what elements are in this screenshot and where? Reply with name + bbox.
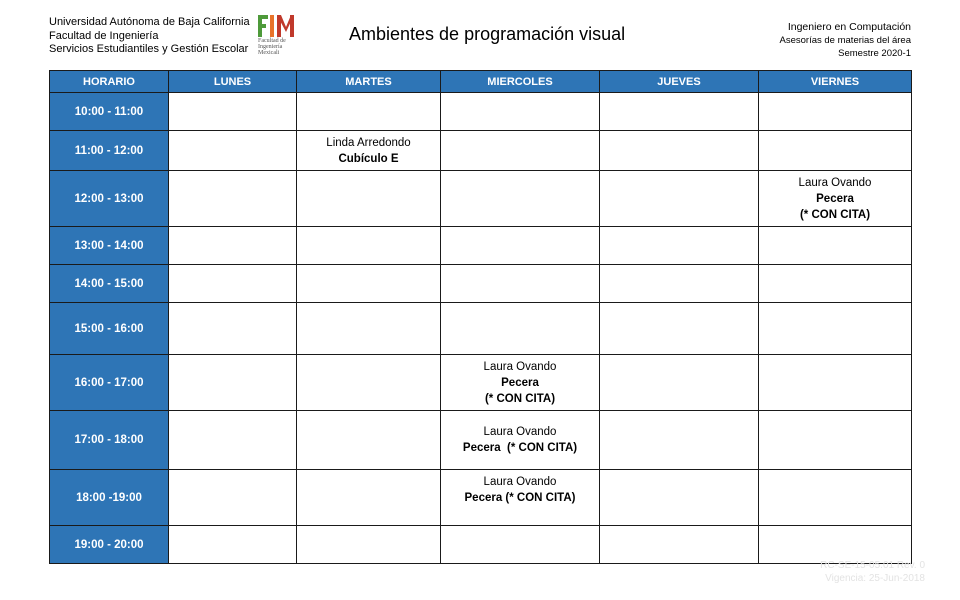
time-cell: 13:00 - 14:00 (50, 227, 169, 265)
schedule-cell (297, 355, 441, 411)
schedule-cell (441, 303, 600, 355)
advisor-location: Pecera (501, 376, 539, 389)
time-cell: 17:00 - 18:00 (50, 411, 169, 470)
schedule-cell (759, 93, 912, 131)
document-watermark (820, 559, 925, 585)
table-row (50, 526, 912, 564)
schedule-cell (297, 411, 441, 470)
schedule-cell (441, 470, 600, 526)
schedule-cell (169, 470, 297, 526)
schedule-cell (297, 526, 441, 564)
schedule-cell (759, 131, 912, 171)
institution-block (49, 16, 250, 57)
schedule-cell (169, 171, 297, 227)
schedule-cell (297, 227, 441, 265)
schedule-cell (441, 227, 600, 265)
schedule-cell (169, 265, 297, 303)
advisor-name: Laura Ovando (483, 476, 557, 488)
schedule-cell (297, 470, 441, 526)
time-cell: 12:00 - 13:00 (50, 171, 169, 227)
logo-caption-line: Facultad de (258, 38, 286, 44)
schedule-cell (759, 303, 912, 355)
appointment-note: (* CON CITA) (799, 208, 871, 221)
schedule-cell (759, 470, 912, 526)
advisor-location: Pecera (816, 192, 854, 205)
schedule-cell (297, 131, 441, 171)
time-cell: 10:00 - 11:00 (50, 93, 169, 131)
schedule-cell (600, 131, 759, 171)
schedule-cell (441, 526, 600, 564)
time-cell: 15:00 - 16:00 (50, 303, 169, 355)
schedule-cell (759, 355, 912, 411)
schedule-cell (600, 303, 759, 355)
schedule-cell (441, 131, 600, 171)
schedule-cell (759, 227, 912, 265)
schedule-cell (759, 171, 912, 227)
time-cell: 14:00 - 15:00 (50, 265, 169, 303)
schedule-cell (169, 355, 297, 411)
logo-caption-line: Ingeniería (258, 44, 283, 50)
schedule-cell (600, 470, 759, 526)
column-header-lunes: LUNES (169, 71, 297, 93)
logo-caption-line: Mexicali (258, 50, 280, 56)
advisor-location: Pecera (* CON CITA) (462, 442, 578, 454)
column-header-viernes: VIERNES (759, 71, 912, 93)
document-code: RC-SE-15-05.01 Rev. 0 (820, 560, 925, 571)
column-header-jueves: JUEVES (600, 71, 759, 93)
table-row (50, 131, 912, 171)
table-row (50, 171, 912, 227)
schedule-cell (600, 171, 759, 227)
table-row (50, 265, 912, 303)
schedule-cell (600, 227, 759, 265)
advisor-name: Laura Ovando (483, 360, 557, 373)
schedule-cell (441, 355, 600, 411)
faculty-name: Facultad de Ingeniería (49, 29, 159, 42)
schedule-cell (441, 411, 600, 470)
time-cell: 19:00 - 20:00 (50, 526, 169, 564)
program-name: Ingeniero en Computación (787, 21, 911, 33)
table-row (50, 355, 912, 411)
advisor-name: Laura Ovando (798, 176, 872, 189)
semester-label: Semestre 2020-1 (838, 48, 911, 59)
schedule-table (49, 70, 912, 564)
advisor-location: Pecera (* CON CITA) (464, 492, 576, 504)
schedule-cell (600, 526, 759, 564)
table-row (50, 303, 912, 355)
university-name: Universidad Autónoma de Baja California (49, 16, 250, 28)
appointment-note: (* CON CITA) (484, 392, 556, 405)
advisor-name: Laura Ovando (483, 426, 557, 438)
program-subtitle: Asesorías de materias del área (779, 35, 911, 46)
time-cell: 11:00 - 12:00 (50, 131, 169, 171)
time-cell: 18:00 -19:00 (50, 470, 169, 526)
schedule-cell (169, 227, 297, 265)
document-validity: Vigencia: 25-Jun-2018 (825, 573, 925, 584)
advisor-location: Cubículo E (338, 152, 399, 165)
department-name: Servicios Estudiantiles y Gestión Escolar (49, 43, 249, 55)
schedule-cell (600, 355, 759, 411)
schedule-cell (169, 93, 297, 131)
time-cell: 16:00 - 17:00 (50, 355, 169, 411)
schedule-cell (441, 265, 600, 303)
table-row (50, 93, 912, 131)
advisor-name: Linda Arredondo (326, 136, 411, 149)
fim-logo-icon (258, 15, 294, 37)
schedule-cell (600, 93, 759, 131)
table-row (50, 227, 912, 265)
column-header-martes: MARTES (297, 71, 441, 93)
table-row (50, 411, 912, 470)
schedule-cell (169, 526, 297, 564)
schedule-cell (169, 131, 297, 171)
header-row (50, 71, 912, 93)
schedule-cell (297, 171, 441, 227)
schedule-cell (759, 526, 912, 564)
schedule-cell (600, 265, 759, 303)
schedule-cell (600, 411, 759, 470)
page-title: Ambientes de programación visual (349, 24, 626, 44)
schedule-cell (169, 303, 297, 355)
column-header-horario: HORARIO (50, 71, 169, 93)
schedule-cell (441, 93, 600, 131)
schedule-cell (759, 265, 912, 303)
schedule-cell (441, 171, 600, 227)
schedule-cell (297, 303, 441, 355)
schedule-cell (297, 93, 441, 131)
column-header-miercoles: MIERCOLES (441, 71, 600, 93)
table-row (50, 470, 912, 526)
program-block (780, 21, 911, 60)
schedule-cell (169, 411, 297, 470)
schedule-cell (759, 411, 912, 470)
logo-caption (258, 38, 296, 56)
fim-logo (258, 15, 296, 59)
schedule-cell (297, 265, 441, 303)
